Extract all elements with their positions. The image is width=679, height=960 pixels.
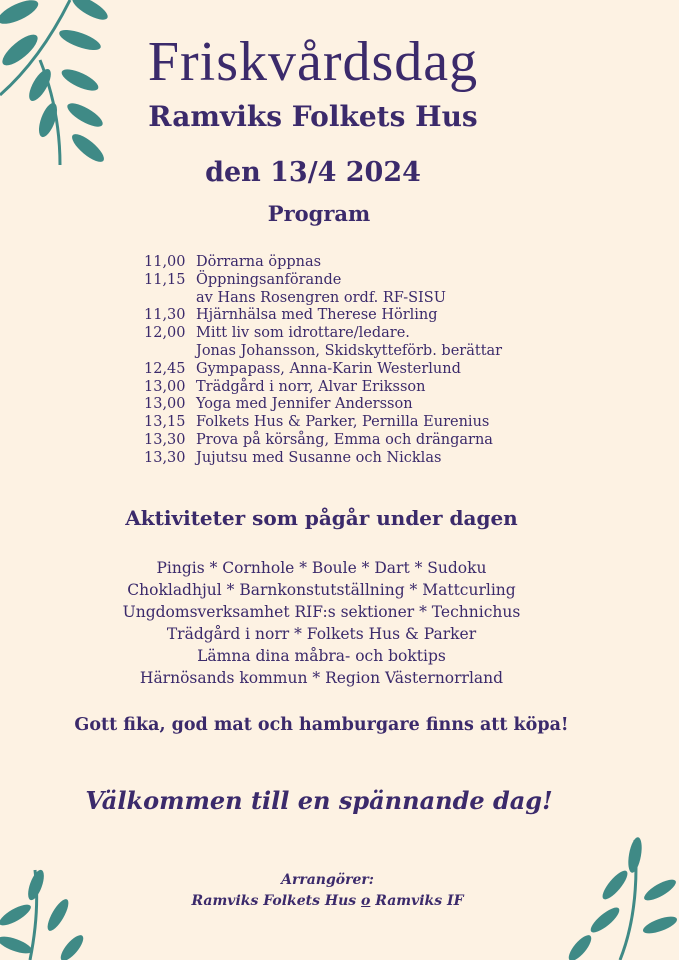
schedule-item xyxy=(144,361,502,379)
organizer-a: Ramviks Folkets Hus xyxy=(191,893,362,909)
schedule-item xyxy=(144,307,502,325)
schedule-item xyxy=(144,450,502,468)
schedule-item xyxy=(144,414,502,432)
schedule-text: Gympapass, Anna-Karin Westerlund xyxy=(196,360,461,377)
schedule-time: 13,00 xyxy=(144,396,186,413)
event-date: den 13/4 2024 xyxy=(205,157,421,188)
schedule-item xyxy=(144,325,502,343)
schedule-time: 12,00 xyxy=(144,325,186,342)
schedule-item-continuation: Jonas Johansson, Skidskytteförb. berättar xyxy=(196,342,503,359)
activities-list xyxy=(0,557,643,689)
schedule-text: Öppningsanförande xyxy=(196,271,342,288)
poster-title: Friskvårdsdag xyxy=(147,31,479,93)
schedule-text: Trädgård i norr, Alvar Eriksson xyxy=(196,378,426,395)
schedule-text: Prova på körsång, Emma och drängarna xyxy=(196,431,493,448)
food-note: Gott fika, god mat och hamburgare finns att köpa! xyxy=(74,715,569,735)
schedule-item xyxy=(144,254,502,272)
activity-line: Härnösands kommun * Region Västernorrland xyxy=(139,669,504,687)
schedule-item-continuation: av Hans Rosengren ordf. RF-SISU xyxy=(196,289,446,306)
activity-line: Trädgård i norr * Folkets Hus & Parker xyxy=(166,625,477,643)
program-heading: Program xyxy=(267,201,371,226)
activity-line: Ungdomsverksamhet RIF:s sektioner * Technichus xyxy=(122,603,521,621)
organizer-b: Ramviks IF xyxy=(370,893,464,909)
organizers-label: Arrangörer: xyxy=(281,872,374,888)
schedule-item xyxy=(144,432,502,450)
welcome-message: Välkommen till en spännande dag! xyxy=(85,786,553,815)
activity-line: Pingis * Cornhole * Boule * Dart * Sudoku xyxy=(156,559,487,577)
schedule-text: Folkets Hus & Parker, Pernilla Eurenius xyxy=(196,414,490,431)
organizers xyxy=(0,870,655,912)
schedule-item xyxy=(144,272,502,290)
schedule-text: Dörrarna öppnas xyxy=(196,254,322,270)
schedule-item xyxy=(144,379,502,397)
venue-name: Ramviks Folkets Hus xyxy=(148,100,478,133)
schedule-time: 13,30 xyxy=(144,449,186,466)
schedule-text: Jujutsu med Susanne och Nicklas xyxy=(196,449,442,466)
schedule-time: 13,00 xyxy=(144,378,186,395)
schedule-time: 13,30 xyxy=(144,431,186,448)
schedule-text: Mitt liv som idrottare/ledare. xyxy=(196,325,410,342)
schedule-time: 11,30 xyxy=(144,307,186,324)
schedule-time: 11,15 xyxy=(144,271,186,288)
schedule-item xyxy=(144,396,502,414)
schedule-list xyxy=(144,254,502,468)
schedule-time: 13,15 xyxy=(144,414,186,431)
schedule-time: 12,45 xyxy=(144,360,186,377)
activity-line: Lämna dina måbra- och boktips xyxy=(197,647,446,665)
activity-line: Chokladhjul * Barnkonstutställning * Mattcurling xyxy=(127,581,516,599)
schedule-time: 11,00 xyxy=(144,254,186,270)
schedule-text: Yoga med Jennifer Andersson xyxy=(196,396,413,413)
activities-heading: Aktiviteter som pågår under dagen xyxy=(125,506,518,530)
schedule-text: Hjärnhälsa med Therese Hörling xyxy=(196,307,438,324)
organizer-separator: o xyxy=(361,893,371,909)
